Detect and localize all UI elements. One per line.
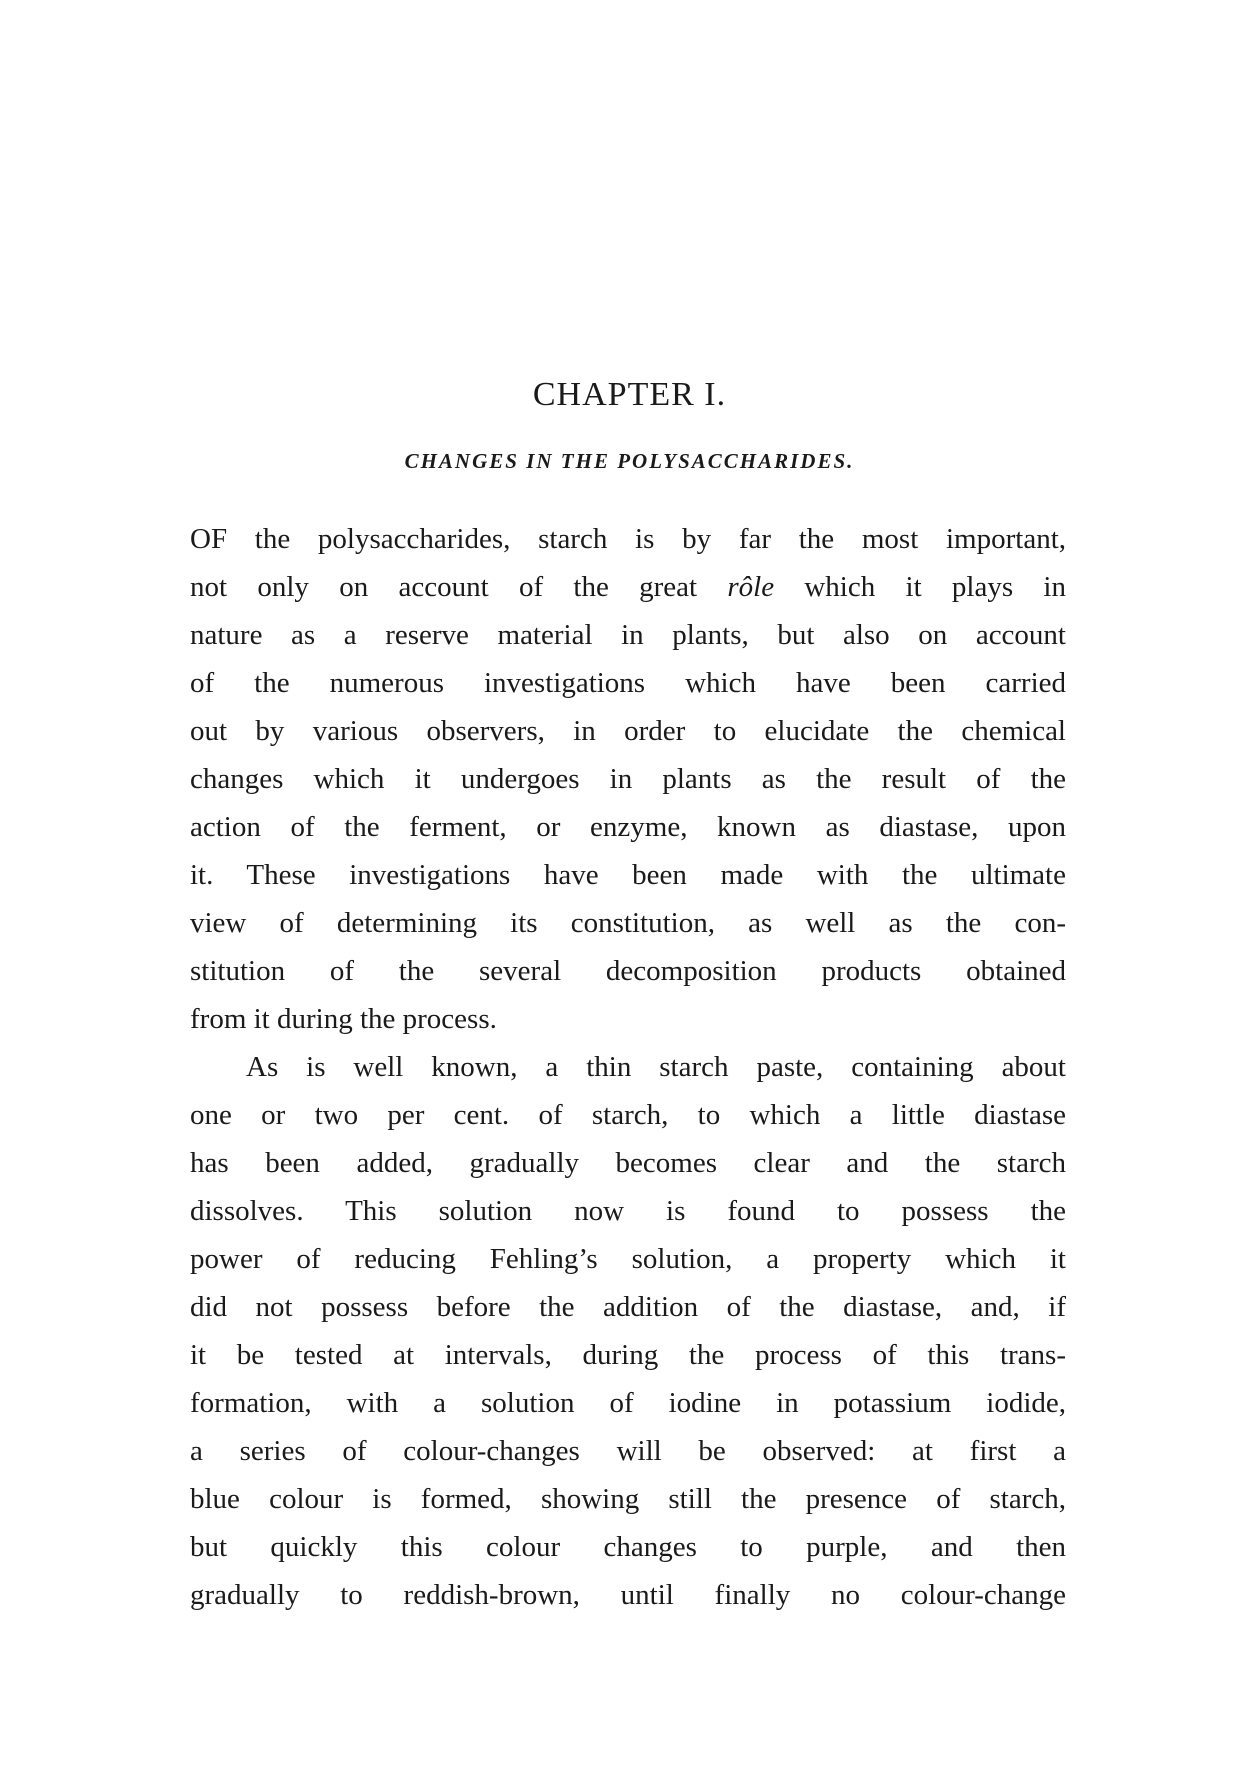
text-line: action of the ferment, or enzyme, known as diastase, upon xyxy=(190,811,1066,843)
text-line: OF the polysaccharides, starch is by far the most important, xyxy=(190,523,1066,555)
text-line: stitution of the several decomposition products obtained xyxy=(190,955,1066,987)
text-line: but quickly this colour changes to purple, and then xyxy=(190,1531,1066,1563)
text-line: did not possess before the addition of the diastase, and, if xyxy=(190,1291,1066,1323)
text-line: formation, with a solution of iodine in potassium iodide, xyxy=(190,1387,1066,1419)
text-line: of the numerous investigations which have been carried xyxy=(190,667,1066,699)
text-line: not only on account of the great rôle which it plays in xyxy=(190,571,1066,603)
chapter-subtitle: CHANGES IN THE POLYSACCHARIDES. xyxy=(404,449,855,473)
text-line: dissolves. This solution now is found to possess the xyxy=(190,1195,1066,1227)
text-line: out by various observers, in order to elucidate the chemical xyxy=(190,715,1066,747)
italic-word: rôle xyxy=(727,571,775,603)
text-line: blue colour is formed, showing still the presence of starch, xyxy=(190,1483,1066,1515)
text-line: it be tested at intervals, during the process of this trans- xyxy=(190,1339,1066,1371)
text-line: it. These investigations have been made with the ultimate xyxy=(190,859,1066,891)
text-line: one or two per cent. of starch, to which a little diastase xyxy=(190,1099,1066,1131)
text-line: power of reducing Fehling’s solution, a property which it xyxy=(190,1243,1066,1275)
text-line: a series of colour-changes will be observed: at first a xyxy=(190,1435,1066,1467)
text-line: view of determining its constitution, as well as the con- xyxy=(190,907,1066,939)
text-line: has been added, gradually becomes clear and the starch xyxy=(190,1147,1066,1179)
text-line: changes which it undergoes in plants as the result of the xyxy=(190,763,1066,795)
text-line: nature as a reserve material in plants, but also on account xyxy=(190,619,1066,651)
text-line: As is well known, a thin starch paste, containing about xyxy=(246,1051,1066,1083)
text-line: gradually to reddish-brown, until finally no colour-change xyxy=(190,1579,1066,1611)
chapter-title: CHAPTER I. xyxy=(532,376,727,413)
text-line: from it during the process. xyxy=(190,1003,497,1035)
body-text xyxy=(190,515,1066,1619)
